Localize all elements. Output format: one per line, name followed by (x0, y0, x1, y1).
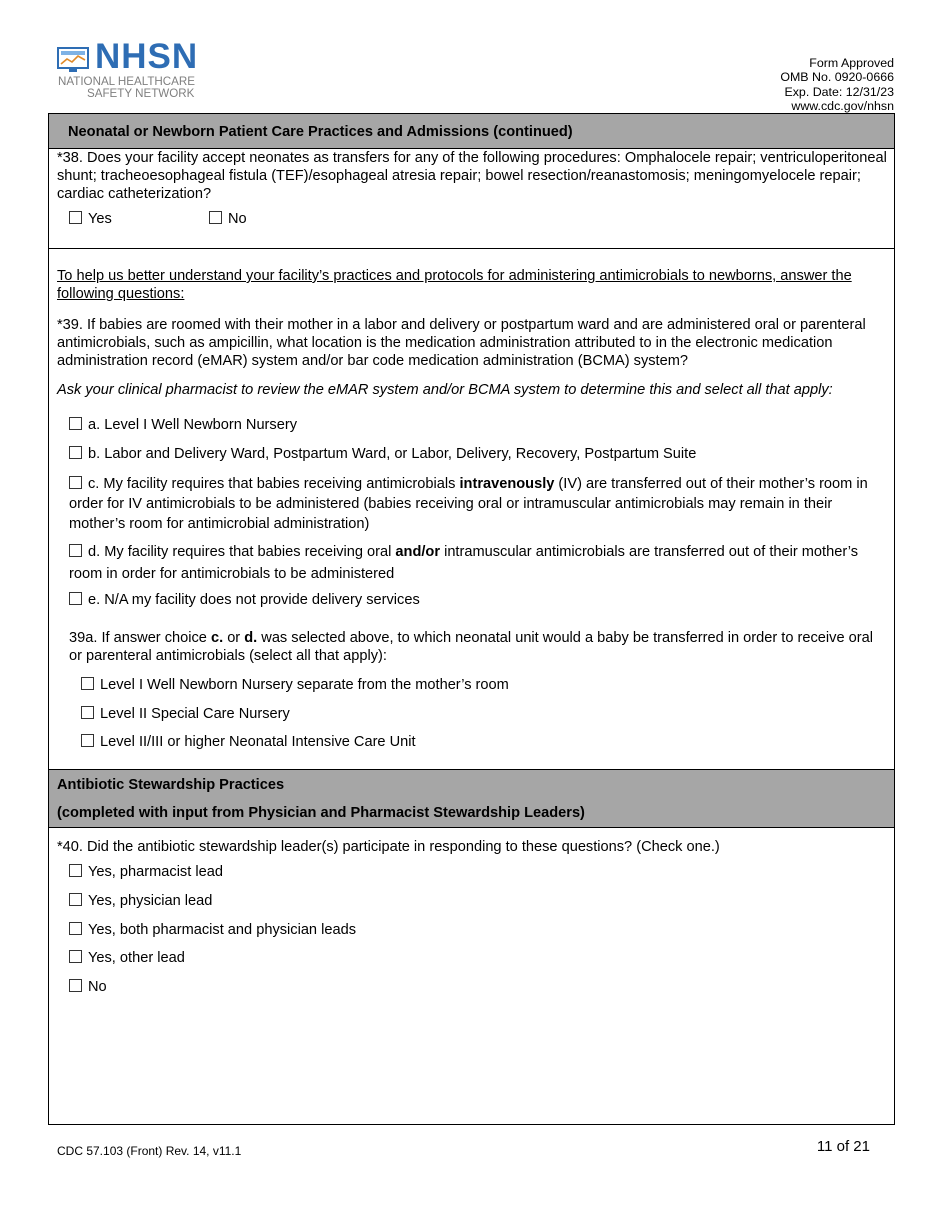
question-38-text: *38. Does your facility accept neonates as transfers for any of the following procedures: Omphalocele repair; ventriculoperitoneal shunt; tracheoesophageal fistula (TEF)/esophageal atresia repair; bowel resection/reanastomosis; meningomyelocele repair; cardiac catheterization? (57, 150, 887, 202)
logo-subtitle-line2: SAFETY NETWORK (87, 87, 195, 100)
q39-option-e[interactable]: e. N/A my facility does not provide delivery services (69, 591, 420, 609)
q40-option-no[interactable]: No (69, 978, 107, 996)
logo-subtitle-line1: NATIONAL HEALTHCARE (58, 75, 196, 88)
checkbox-icon[interactable] (69, 864, 82, 877)
question-38 (57, 149, 887, 203)
checkbox-icon[interactable] (69, 476, 82, 489)
question-39a-text: 39a. If answer choice c. or d. was selected above, to which neonatal unit would a baby be transferred in order to receive oral or parenteral antimicrobials (select all that apply): (69, 630, 873, 664)
section-header-stewardship (49, 769, 894, 828)
q39a-option-level-3[interactable]: Level II/III or higher Neonatal Intensive Care Unit (81, 733, 416, 751)
checkbox-icon[interactable] (81, 734, 94, 747)
nhsn-logo (57, 37, 217, 100)
checkbox-icon[interactable] (81, 677, 94, 690)
q39-option-a[interactable]: a. Level I Well Newborn Nursery (69, 416, 297, 434)
checkbox-icon[interactable] (69, 417, 82, 430)
logo-wordmark: NHSN (95, 37, 199, 76)
question-40-text: *40. Did the antibiotic stewardship leader(s) participate in responding to these questions? (Check one.) (57, 839, 720, 855)
q38-option-yes[interactable]: Yes (69, 210, 112, 228)
website-url: www.cdc.gov/nhsn (791, 98, 894, 113)
form-approval-info (780, 56, 894, 113)
q39a-option-level-2[interactable]: Level II Special Care Nursery (81, 705, 290, 723)
form-id: CDC 57.103 (Front) Rev. 14, v11.1 (57, 1144, 242, 1158)
page-number: 11 of 21 (816, 1138, 870, 1155)
section-subtitle: (completed with input from Physician and Pharmacist Stewardship Leaders) (57, 805, 585, 821)
checkbox-icon[interactable] (69, 446, 82, 459)
q39a-option-level-1[interactable]: Level I Well Newborn Nursery separate from the mother’s room (81, 676, 509, 694)
section-title: Antibiotic Stewardship Practices (57, 777, 285, 793)
monitor-chart-icon (57, 47, 91, 73)
section-header-neonatal (49, 114, 894, 149)
omb-number: OMB No. 0920-0666 (780, 70, 894, 85)
checkbox-icon[interactable] (69, 544, 82, 557)
q40-option-other[interactable]: Yes, other lead (69, 949, 185, 967)
q40-option-pharmacist[interactable]: Yes, pharmacist lead (69, 863, 223, 881)
question-39-instruction: Ask your clinical pharmacist to review the eMAR system and/or BCMA system to determine this and select all that apply: (57, 382, 833, 398)
checkbox-icon[interactable] (209, 211, 222, 224)
checkbox-icon[interactable] (69, 211, 82, 224)
q39-option-b[interactable]: b. Labor and Delivery Ward, Postpartum Ward, or Labor, Delivery, Recovery, Postpartum Suite (69, 445, 696, 463)
q39-option-c[interactable]: c. My facility requires that babies receiving antimicrobials intravenously (IV) are transferred out of their mother’s room in order for IV antimicrobials to be administered (babies receiving oral or intramuscular antimicrobials may remain in their mother’s room for antimicrobial administration) (69, 476, 868, 532)
checkbox-icon[interactable] (69, 592, 82, 605)
form-frame (48, 113, 895, 1125)
q40-option-physician[interactable]: Yes, physician lead (69, 892, 212, 910)
q40-option-both[interactable]: Yes, both pharmacist and physician leads (69, 921, 356, 939)
q38-option-no[interactable]: No (209, 210, 247, 228)
form-approved: Form Approved (809, 56, 894, 70)
question-39-text: *39. If babies are roomed with their mother in a labor and delivery or postpartum ward and are administered oral or parenteral antimicrobials, such as ampicillin, what location is the medication administration attributed to in the electronic medication administration record (eMAR) system and/or bar code medication administration (BCMA) system? (57, 317, 866, 369)
q39-option-d[interactable]: d. My facility requires that babies receiving oral and/or intramuscular antimicrobials are transferred out of their mother’s room in order for antimicrobials to be administered (69, 544, 859, 582)
section-divider (49, 248, 894, 249)
checkbox-icon[interactable] (81, 706, 94, 719)
checkbox-icon[interactable] (69, 893, 82, 906)
section-title: Neonatal or Newborn Patient Care Practices and Admissions (continued) (68, 124, 573, 140)
checkbox-icon[interactable] (69, 979, 82, 992)
checkbox-icon[interactable] (69, 950, 82, 963)
antimicrobial-intro: To help us better understand your facility’s practices and protocols for administering antimicrobials to newborns, answer the following questions: (57, 268, 852, 302)
expiration-date: Exp. Date: 12/31/23 (784, 84, 894, 99)
checkbox-icon[interactable] (69, 922, 82, 935)
